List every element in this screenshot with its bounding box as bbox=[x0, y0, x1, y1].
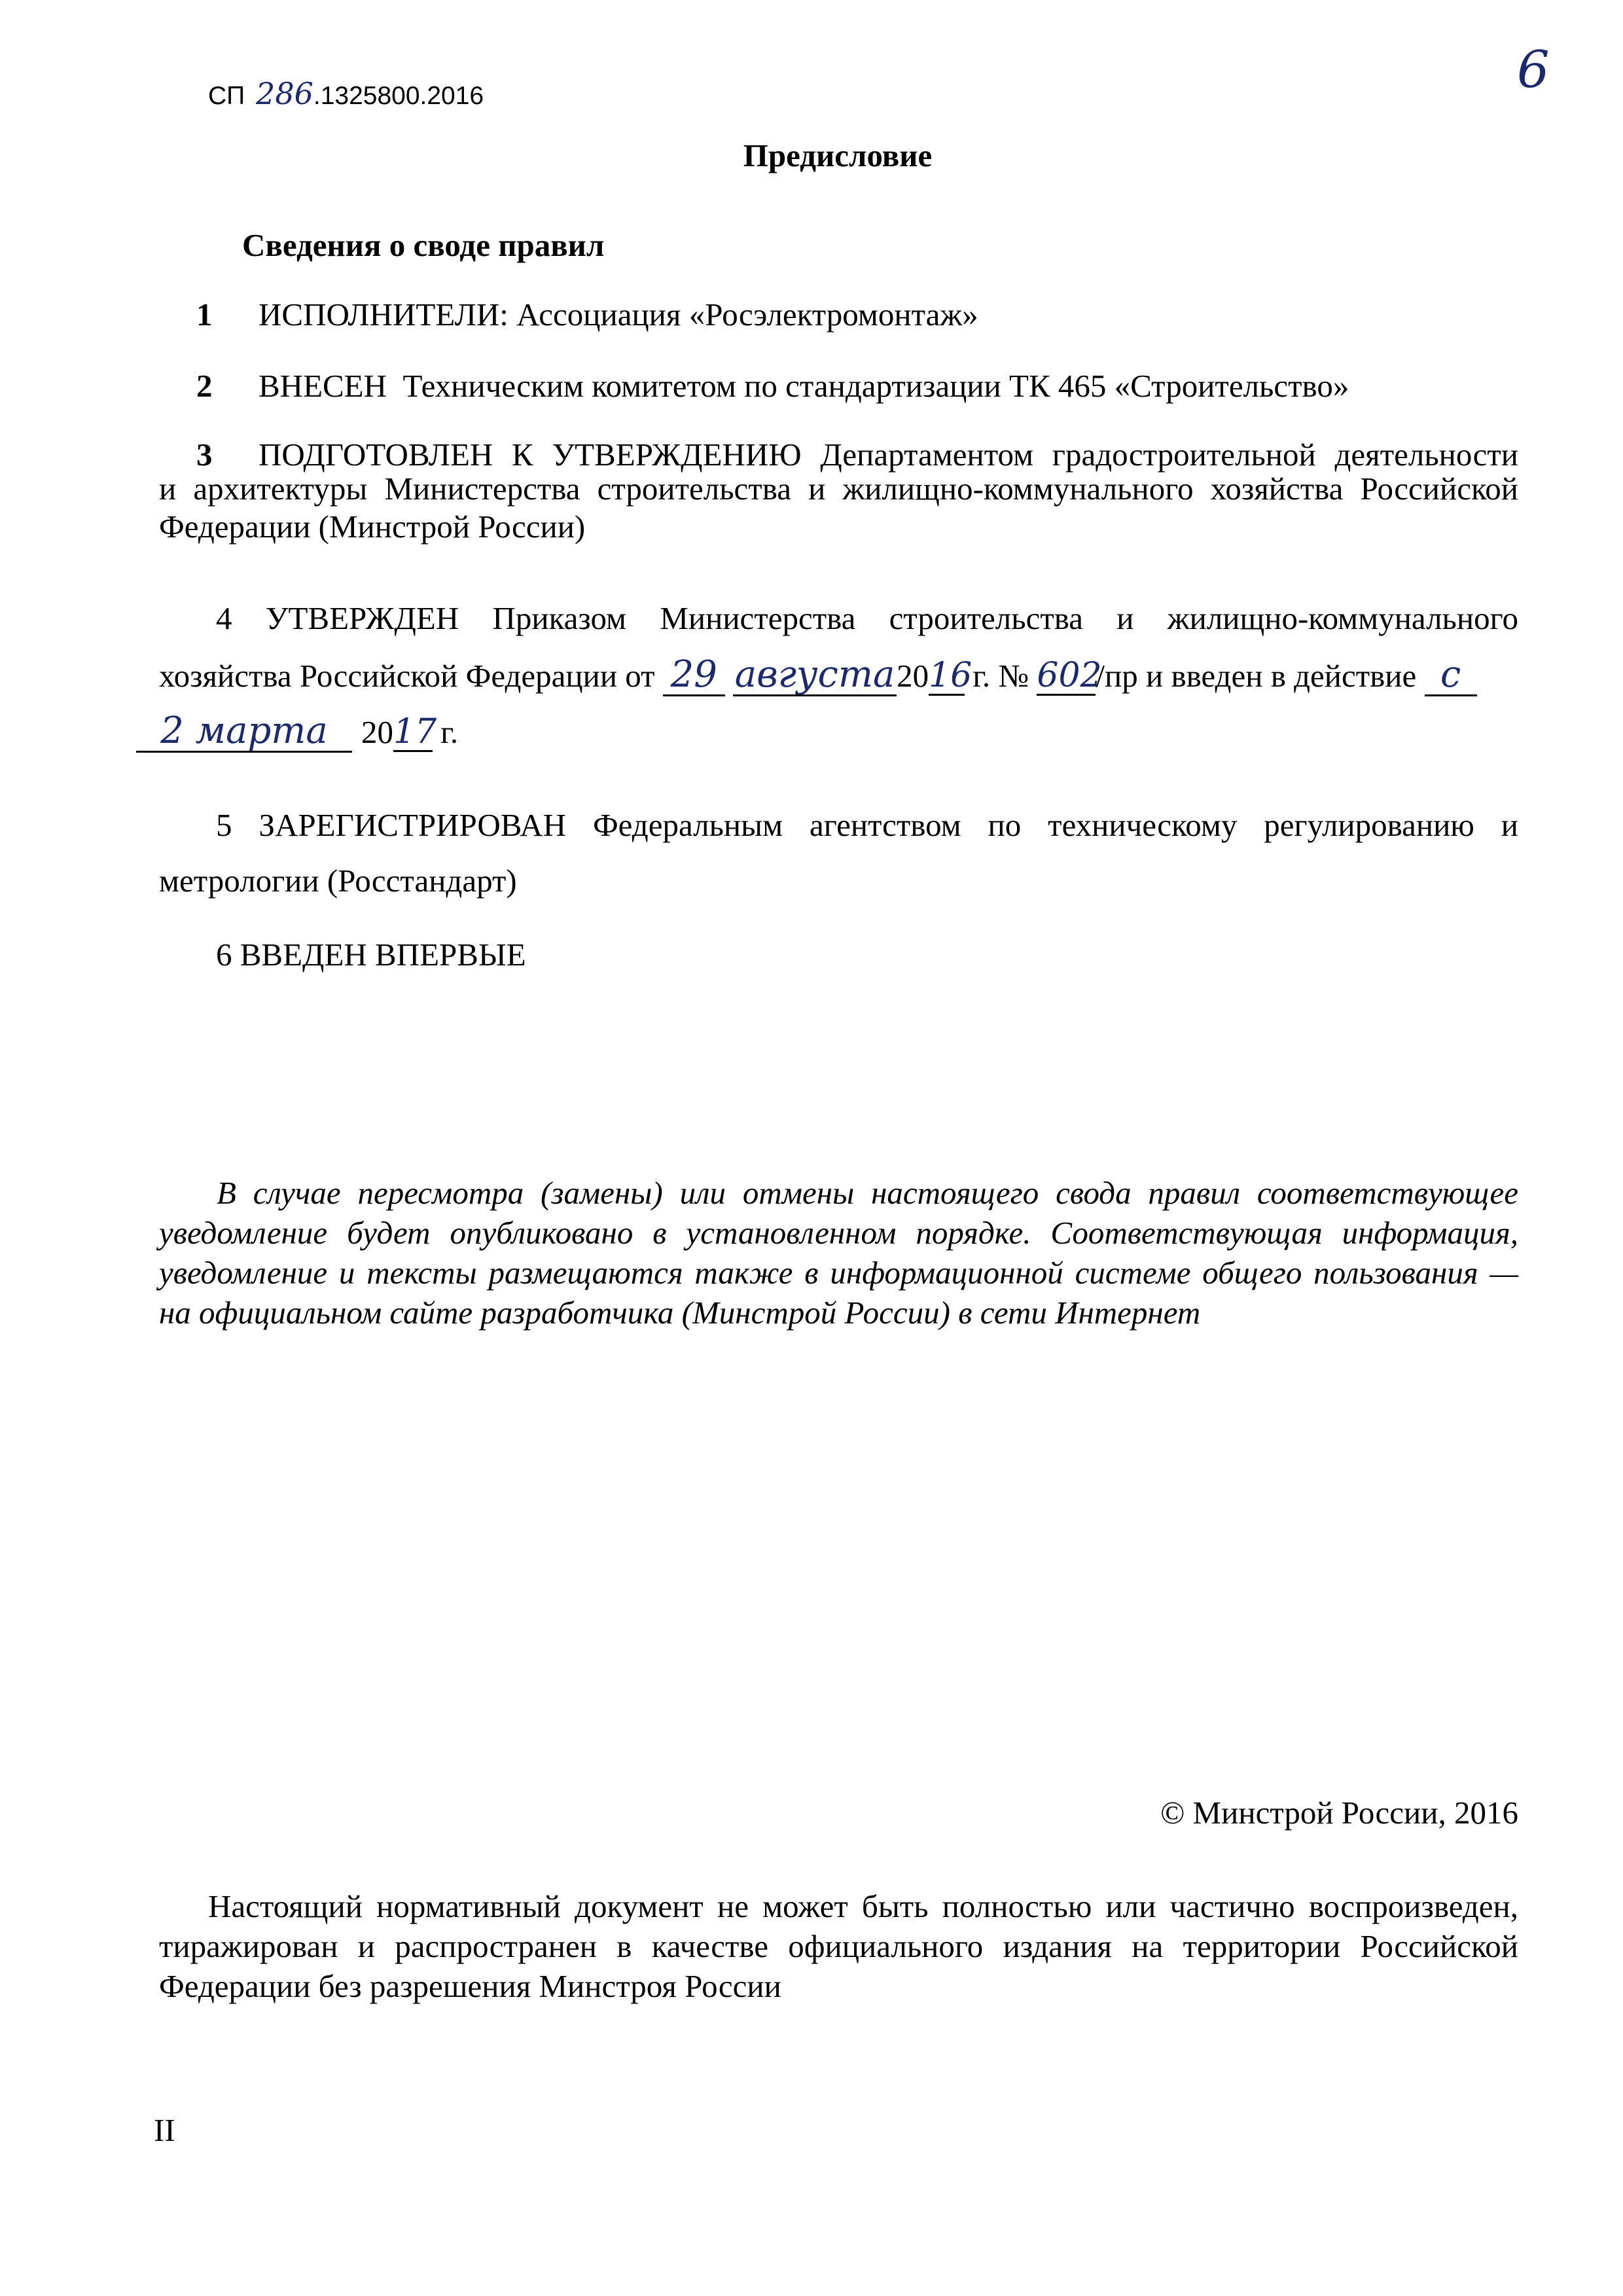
item-number: 5 bbox=[216, 807, 232, 843]
item-text: ВВЕДЕН ВПЕРВЫЕ bbox=[240, 937, 526, 973]
handwritten-year: 16 bbox=[929, 656, 972, 695]
handwritten-day: 29 bbox=[663, 656, 725, 696]
number-sign-label: г. № bbox=[972, 658, 1029, 694]
list-item-3-continuation: и архитектуры Министерства строительства и жилищно-коммунального хозяйства Российской Федерации (Минстрой России) bbox=[159, 471, 1518, 545]
list-item-2 bbox=[196, 363, 1349, 409]
list-item-5-first-line bbox=[216, 802, 1518, 848]
year-prefix: 20 bbox=[361, 714, 393, 750]
document-code bbox=[208, 77, 484, 113]
code-prefix: СП bbox=[208, 82, 245, 110]
list-item-4-second-line bbox=[159, 653, 1477, 699]
revision-notice: В случае пересмотра (замены) или отмены настоящего свода правил соответствующее уведомление будет опубликовано в установленном порядке. Соответствующая информация, уведомление и тексты размещаются также в информационной системе общего пользования — на официальном сайте разработчика (Минстрой России) в сети Интернет bbox=[159, 1175, 1518, 1331]
list-item-5-second-line: метрологии (Росстандарт) bbox=[159, 863, 517, 899]
item-number: 1 bbox=[196, 296, 213, 332]
handwritten-order-number: 602 bbox=[1037, 656, 1102, 695]
item-number: 2 bbox=[196, 368, 213, 404]
handwritten-month: августа bbox=[733, 656, 897, 696]
item-text: хозяйства Российской Федерации от bbox=[159, 658, 655, 694]
item-text: ЗАРЕГИСТРИРОВАН Федеральным агентством по техническому регулированию и bbox=[259, 807, 1519, 843]
item-text: ИСПОЛНИТЕЛИ: Ассоциация «Росэлектромонтаж» bbox=[259, 296, 978, 332]
item-text: ВНЕСЕН Техническим комитетом по стандартизации ТК 465 «Строительство» bbox=[259, 368, 1349, 404]
item-text: УТВЕРЖДЕН Приказом Министерства строительства и жилищно-коммунального bbox=[265, 600, 1518, 636]
section-heading: Сведения о своде правил bbox=[242, 227, 605, 263]
year-suffix: г. bbox=[440, 714, 459, 750]
item-number: 3 bbox=[196, 437, 213, 473]
year-prefix: 20 bbox=[897, 658, 929, 694]
item-text: /пр и введен в действие bbox=[1096, 658, 1417, 694]
list-item-4-third-line bbox=[136, 709, 458, 755]
reproduction-disclaimer: Настоящий нормативный документ не может быть полностью или частично воспроизведен, тиражирован и распространен в качестве официального издания на территории Российской Федерации без разрешения Минстроя России bbox=[159, 1888, 1518, 2004]
list-item-1 bbox=[196, 292, 978, 338]
page-title: Предисловие bbox=[743, 137, 933, 173]
item-number: 4 bbox=[216, 600, 232, 636]
code-suffix: .1325800.2016 bbox=[313, 82, 484, 110]
copyright: © Минстрой России, 2016 bbox=[1160, 1795, 1518, 1831]
handwritten-effective-year: 17 bbox=[393, 712, 437, 751]
item-text: ПОДГОТОВЛЕН К УТВЕРЖДЕНИЮ Департаментом градостроительной деятельности bbox=[259, 437, 1518, 473]
handwritten-from: с bbox=[1425, 656, 1477, 696]
item-number: 6 bbox=[216, 937, 232, 973]
handwritten-code-number: 286 bbox=[256, 76, 313, 111]
list-item-4-first-line bbox=[216, 596, 1518, 641]
handwritten-effective-date: 2 марта bbox=[136, 712, 352, 753]
list-item-6 bbox=[216, 932, 526, 978]
page-number: II bbox=[154, 2112, 175, 2148]
handwritten-page-mark: 6 bbox=[1517, 41, 1550, 99]
